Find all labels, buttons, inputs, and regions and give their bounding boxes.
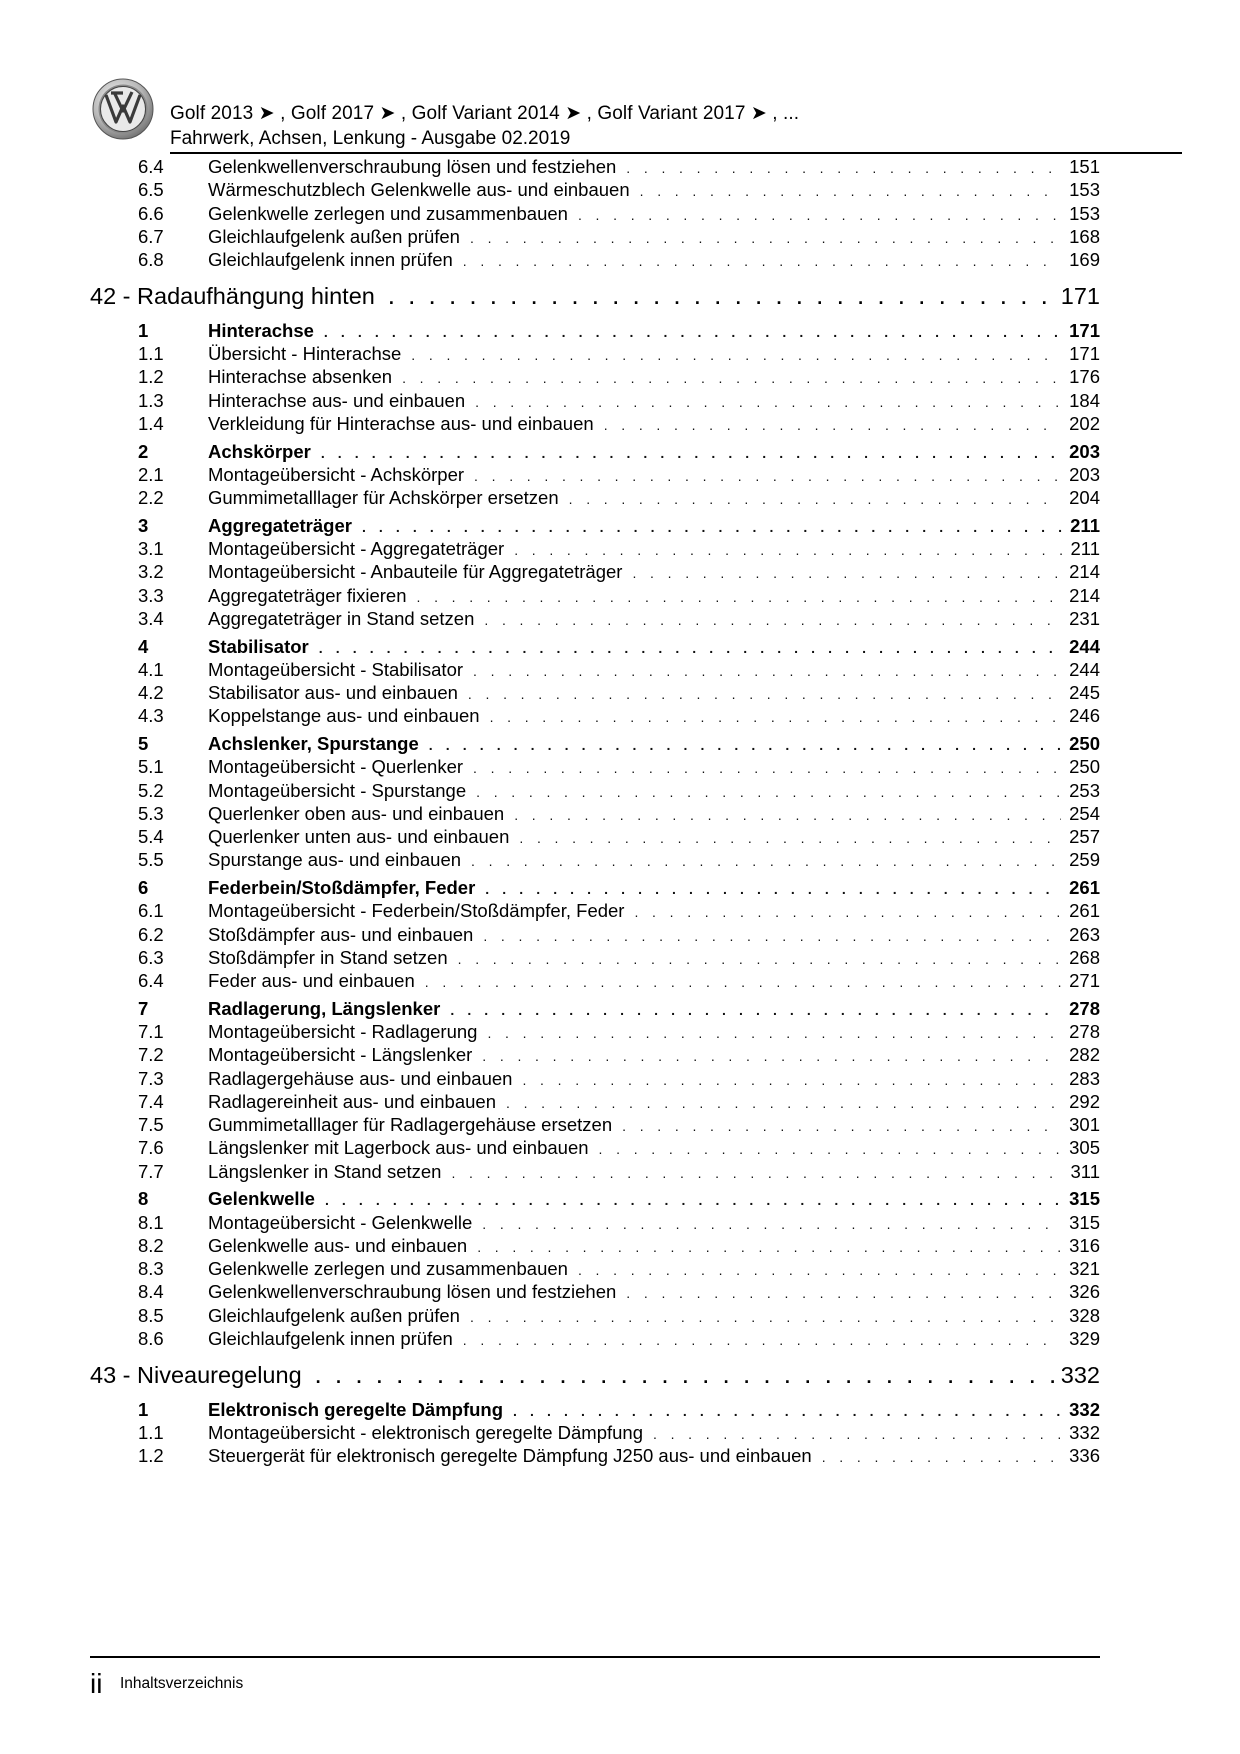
toc-entry-number: 8 — [138, 1188, 149, 1210]
toc-leader-dots — [476, 784, 1061, 800]
toc-entry-page: 214 — [1069, 561, 1100, 583]
toc-entry-page: 250 — [1069, 756, 1100, 778]
toc-leader-dots — [468, 686, 1061, 702]
toc-leader-dots — [604, 417, 1061, 433]
toc-entry-title: Montageübersicht - Federbein/Stoßdämpfer, Feder — [208, 900, 625, 922]
toc-entry-page: 321 — [1069, 1258, 1100, 1279]
toc-entry-number: 6.1 — [138, 900, 164, 922]
toc-entry-number: 5.5 — [138, 849, 164, 871]
toc-entry-title: Hinterachse — [208, 319, 314, 341]
toc-leader-dots — [514, 807, 1061, 823]
toc-entry-title: Stoßdämpfer aus- und einbauen — [208, 923, 474, 945]
toc-entry-title: Aggregateträger in Stand setzen — [208, 607, 475, 629]
toc-entry-title: Montageübersicht - Achskörper — [208, 463, 465, 485]
toc-entry-title: Hinterachse absenken — [208, 366, 393, 388]
toc-entry-page: 329 — [1069, 1327, 1100, 1349]
toc-entry-title: Koppelstange aus- und einbauen — [208, 705, 480, 727]
toc-entry-page: 261 — [1069, 877, 1100, 898]
toc-entry-number: 5.3 — [138, 802, 164, 824]
toc-entry-page: 257 — [1069, 826, 1100, 847]
toc-chapter[interactable] — [90, 1362, 1100, 1389]
toc-entry-title: Montageübersicht - Stabilisator — [208, 658, 464, 680]
toc-entry-page: 283 — [1069, 1067, 1100, 1089]
toc-entry-title: Aggregateträger fixieren — [208, 584, 407, 606]
toc-entry-title: Achslenker, Spurstange — [208, 733, 419, 754]
toc-entry-number: 8.2 — [138, 1234, 164, 1256]
toc-leader-dots — [626, 160, 1061, 176]
toc-entry-page: 315 — [1069, 1211, 1100, 1233]
toc-leader-dots — [429, 737, 1061, 753]
toc-entry-number: 1 — [138, 319, 149, 341]
toc-entry-page: 176 — [1069, 366, 1100, 388]
toc-leader-dots — [402, 370, 1061, 386]
toc-entry-title: Achskörper — [208, 440, 311, 462]
toc-entry-number: 4.1 — [138, 658, 164, 680]
toc-entry-title: Hinterachse aus- und einbauen — [208, 389, 466, 411]
toc-entry-title: Gelenkwelle — [208, 1188, 315, 1210]
toc-entry-page: 231 — [1069, 607, 1100, 629]
toc-entry-page: 214 — [1069, 584, 1100, 606]
toc-entry-page: 332 — [1069, 1398, 1100, 1420]
toc-entry-number: 8.6 — [138, 1327, 164, 1349]
toc-entry-page: 316 — [1069, 1234, 1100, 1256]
toc-leader-dots — [451, 1165, 1062, 1181]
toc-leader-dots — [599, 1141, 1062, 1157]
toc-leader-dots — [319, 640, 1061, 656]
toc-entry-title: Stabilisator aus- und einbauen — [208, 682, 458, 703]
toc-leader-dots — [425, 974, 1061, 990]
toc-entry-title: Montageübersicht - Aggregateträger — [208, 538, 505, 559]
toc-entry-title: Gummimetalllager für Radlagergehäuse ersetzen — [208, 1114, 613, 1135]
toc-entry-number: 2 — [138, 440, 149, 462]
toc-entry-number: 6 — [138, 877, 149, 898]
toc-entry-title: Gleichlaufgelenk innen prüfen — [208, 249, 453, 270]
toc-entry-number: 3.3 — [138, 584, 164, 606]
toc-entry-title: Elektronisch geregelte Dämpfung — [208, 1398, 504, 1420]
footer-label: Inhaltsverzeichnis — [120, 1675, 244, 1692]
toc-leader-dots — [483, 928, 1061, 944]
toc-entry-page: 332 — [1069, 1421, 1100, 1443]
toc-leader-dots — [474, 468, 1061, 484]
toc-leader-dots — [411, 347, 1061, 363]
toc-leader-dots — [324, 324, 1061, 340]
toc-entry-page: 171 — [1069, 319, 1100, 341]
toc-entry-page: 202 — [1069, 412, 1100, 434]
toc-leader-dots — [622, 1118, 1061, 1134]
toc-leader-dots — [822, 1449, 1061, 1465]
toc-entry-number: 3.4 — [138, 607, 164, 629]
toc-entry-page: 151 — [1069, 156, 1100, 177]
toc-leader-dots — [578, 1262, 1061, 1278]
toc-entry-page: 153 — [1069, 202, 1100, 224]
toc-entry-page: 211 — [1070, 514, 1100, 536]
toc-entry-number: 7.1 — [138, 1021, 164, 1042]
toc-entry-title: Gummimetalllager für Achskörper ersetzen — [208, 487, 559, 508]
toc-entry-page: 204 — [1069, 487, 1100, 508]
toc-entry-number: 7 — [138, 997, 149, 1019]
toc-leader-dots — [473, 663, 1061, 679]
toc-entry-page: 246 — [1069, 705, 1100, 727]
toc-leader-dots — [477, 1239, 1061, 1255]
toc-entry-title: Radlagergehäuse aus- und einbauen — [208, 1067, 513, 1089]
toc-entry-title: Montageübersicht - elektronisch geregelte Dämpfung — [208, 1421, 643, 1443]
toc-entry-number: 1.1 — [138, 343, 164, 364]
toc-chapter-page: 171 — [1060, 283, 1100, 310]
toc-entry-page: 250 — [1069, 733, 1100, 754]
toc-entry-title: Steuergerät für elektronisch geregelte Dämpfung J250 aus- und einbauen — [208, 1445, 812, 1466]
toc-entry-title: Längslenker in Stand setzen — [208, 1160, 442, 1182]
toc-leader-dots — [321, 445, 1061, 461]
toc-entry-page: 169 — [1069, 249, 1100, 270]
toc-entry-number: 7.6 — [138, 1137, 164, 1159]
toc-entry-number: 5.4 — [138, 826, 164, 847]
toc-entry-title: Gelenkwellenverschraubung lösen und festziehen — [208, 156, 617, 177]
toc-entry-title: Radlagerung, Längslenker — [208, 997, 441, 1019]
toc-leader-dots — [653, 1426, 1061, 1442]
header-vehicle-models: Golf 2013 ➤ , Golf 2017 ➤ , Golf Variant 2014 ➤ , Golf Variant 2017 ➤ , ... — [170, 103, 800, 124]
toc-entry-number: 1.2 — [138, 366, 164, 388]
toc-entry-number: 8.3 — [138, 1258, 164, 1279]
toc-chapter-title: 43 - Niveauregelung — [90, 1362, 302, 1388]
toc-entry-title: Gleichlaufgelenk außen prüfen — [208, 1304, 460, 1326]
toc-leader-dots — [522, 1072, 1061, 1088]
toc-entry-title: Gelenkwelle zerlegen und zusammenbauen — [208, 1258, 568, 1279]
toc-entry-title: Gelenkwellenverschraubung lösen und festziehen — [208, 1281, 617, 1303]
toc-entry-page: 244 — [1069, 658, 1100, 680]
toc-entry-title: Feder aus- und einbauen — [208, 970, 415, 991]
footer-rule — [90, 1656, 1100, 1658]
toc-entry-page: 211 — [1070, 538, 1100, 559]
toc-entry-page: 315 — [1069, 1188, 1100, 1210]
toc-leader-dots — [325, 1192, 1061, 1208]
toc-entry-page: 244 — [1069, 635, 1100, 657]
toc-leader-dots — [471, 853, 1061, 869]
toc-leader-dots — [482, 1216, 1061, 1232]
toc-entry-title: Querlenker oben aus- und einbauen — [208, 802, 505, 824]
toc-entry-number: 8.1 — [138, 1211, 164, 1233]
toc-entry-title: Stoßdämpfer in Stand setzen — [208, 946, 448, 968]
toc-entry-page: 203 — [1069, 463, 1100, 485]
toc-leader-dots — [640, 183, 1062, 199]
toc-entry-title: Radlagereinheit aus- und einbauen — [208, 1090, 496, 1112]
vw-logo-icon — [92, 78, 154, 140]
page-header — [92, 78, 1100, 154]
toc-leader-dots — [463, 1332, 1061, 1348]
toc-leader-dots — [458, 951, 1062, 967]
toc-leader-dots — [463, 253, 1061, 269]
toc-entry-page: 326 — [1069, 1281, 1100, 1303]
toc-entry-page: 292 — [1069, 1090, 1100, 1112]
toc-entry-title: Gleichlaufgelenk innen prüfen — [208, 1327, 453, 1349]
toc-entry-page: 168 — [1069, 225, 1100, 247]
toc-entry-number: 1 — [138, 1398, 149, 1420]
toc-chapter-page: 332 — [1060, 1362, 1100, 1388]
toc-leader-dots — [569, 491, 1062, 507]
toc-entry-page: 203 — [1069, 440, 1100, 462]
toc-entry-page: 336 — [1069, 1445, 1100, 1466]
toc-entry-number: 1.4 — [138, 412, 164, 434]
toc-leader-dots — [513, 1403, 1061, 1419]
toc-entry-number: 6.7 — [138, 225, 164, 247]
toc-entry-title: Federbein/Stoßdämpfer, Feder — [208, 877, 476, 898]
toc-entry-number: 6.4 — [138, 970, 164, 991]
toc-leader-dots — [490, 709, 1062, 725]
toc-entry-number: 3.1 — [138, 538, 164, 559]
toc-entry-title: Stabilisator — [208, 635, 309, 657]
toc-entry-title: Montageübersicht - Querlenker — [208, 756, 464, 778]
toc-entry-title: Montageübersicht - Spurstange — [208, 779, 467, 801]
toc-entry-page: 268 — [1069, 946, 1100, 968]
toc-entry-number: 6.3 — [138, 946, 164, 968]
toc-leader-dots — [475, 394, 1061, 410]
toc-entry-number: 1.1 — [138, 1421, 164, 1443]
toc-entry-title: Querlenker unten aus- und einbauen — [208, 826, 510, 847]
toc-leader-dots — [484, 612, 1061, 628]
toc-entry-number: 6.4 — [138, 156, 164, 177]
toc-entry-page: 301 — [1069, 1114, 1100, 1135]
toc-entry-page: 263 — [1069, 923, 1100, 945]
toc-entry-number: 7.3 — [138, 1067, 164, 1089]
toc-entry-title: Gelenkwelle zerlegen und zusammenbauen — [208, 202, 568, 224]
toc-entry-page: 254 — [1069, 802, 1100, 824]
toc-entry-page: 259 — [1069, 849, 1100, 871]
toc-entry-number: 6.8 — [138, 249, 164, 270]
header-manual-title: Fahrwerk, Achsen, Lenkung - Ausgabe 02.2019 — [170, 128, 571, 149]
toc-entry-page: 328 — [1069, 1304, 1100, 1326]
toc-leader-dots — [578, 207, 1061, 223]
toc-entry-page: 253 — [1069, 779, 1100, 801]
toc-entry-page: 305 — [1069, 1137, 1100, 1159]
toc-entry-number: 8.4 — [138, 1281, 164, 1303]
toc-entry-page: 311 — [1070, 1160, 1100, 1182]
toc-entry-number: 4.2 — [138, 682, 164, 703]
toc-leader-dots — [514, 542, 1062, 558]
footer-page-number: ii — [90, 1668, 103, 1699]
toc-leader-dots — [632, 565, 1061, 581]
toc-entry-number: 3 — [138, 514, 149, 536]
toc-entry-number: 7.7 — [138, 1160, 164, 1182]
toc-leader-dots — [626, 1285, 1061, 1301]
toc-entry-number: 5.2 — [138, 779, 164, 801]
toc-entry-title: Spurstange aus- und einbauen — [208, 849, 462, 871]
toc-entry-number: 4.3 — [138, 705, 164, 727]
toc-entry-page: 261 — [1069, 900, 1100, 922]
toc-entry-title: Montageübersicht - Längslenker — [208, 1044, 473, 1066]
toc-leader-dots — [362, 519, 1062, 535]
toc-entry-number: 8.5 — [138, 1304, 164, 1326]
toc-leader-dots — [470, 1309, 1061, 1325]
toc-entry-title: Montageübersicht - Gelenkwelle — [208, 1211, 473, 1233]
toc-entry-number: 7.4 — [138, 1090, 164, 1112]
toc-leader-dots — [316, 1367, 1055, 1388]
toc-leader-dots — [389, 288, 1055, 309]
toc-entry-number: 5 — [138, 733, 149, 754]
toc-entry-title: Wärmeschutzblech Gelenkwelle aus- und einbauen — [208, 179, 630, 201]
toc-entry-number: 1.3 — [138, 389, 164, 411]
toc-entry-page: 278 — [1069, 1021, 1100, 1042]
toc-entry-number: 7.2 — [138, 1044, 164, 1066]
toc-entry-title: Montageübersicht - Radlagerung — [208, 1021, 478, 1042]
toc-leader-dots — [450, 1002, 1061, 1018]
toc-leader-dots — [482, 1048, 1061, 1064]
toc-leader-dots — [506, 1095, 1061, 1111]
toc-entry-number: 3.2 — [138, 561, 164, 583]
header-rule — [170, 152, 1182, 154]
toc-entry-number: 5.1 — [138, 756, 164, 778]
toc-leader-dots — [634, 904, 1061, 920]
toc-leader-dots — [470, 230, 1061, 246]
toc-entry-title: Längslenker mit Lagerbock aus- und einbauen — [208, 1137, 589, 1159]
toc-entry-page: 171 — [1069, 343, 1100, 364]
toc-entry-page: 271 — [1069, 970, 1100, 991]
toc-entry-number: 2.2 — [138, 487, 164, 508]
toc-entry-page: 184 — [1069, 389, 1100, 411]
toc-entry-page: 282 — [1069, 1044, 1100, 1066]
toc-leader-dots — [519, 830, 1061, 846]
toc-leader-dots — [485, 881, 1061, 897]
toc-chapter[interactable] — [90, 283, 1100, 310]
toc-entry-title: Aggregateträger — [208, 514, 352, 536]
toc-leader-dots — [487, 1025, 1061, 1041]
toc-entry-page: 278 — [1069, 997, 1100, 1019]
toc-entry-page: 245 — [1069, 682, 1100, 703]
toc-entry-title: Montageübersicht - Anbauteile für Aggregateträger — [208, 561, 623, 583]
toc-entry-number: 4 — [138, 635, 149, 657]
toc-entry-number: 7.5 — [138, 1114, 164, 1135]
toc-leader-dots — [416, 589, 1061, 605]
toc-entry-number: 6.6 — [138, 202, 164, 224]
toc-entry-title: Gelenkwelle aus- und einbauen — [208, 1234, 468, 1256]
toc-entry-number: 6.5 — [138, 179, 164, 201]
toc-entry-title: Gleichlaufgelenk außen prüfen — [208, 225, 460, 247]
toc-entry-title: Übersicht - Hinterachse — [208, 343, 402, 364]
toc-entry-page: 153 — [1069, 179, 1100, 201]
toc-leader-dots — [473, 760, 1061, 776]
toc-entry-number: 2.1 — [138, 463, 164, 485]
toc-entry-title: Verkleidung für Hinterachse aus- und einbauen — [208, 412, 594, 434]
toc-chapter-title: 42 - Radaufhängung hinten — [90, 283, 375, 310]
toc-entry-number: 6.2 — [138, 923, 164, 945]
toc-entry-number: 1.2 — [138, 1445, 164, 1466]
